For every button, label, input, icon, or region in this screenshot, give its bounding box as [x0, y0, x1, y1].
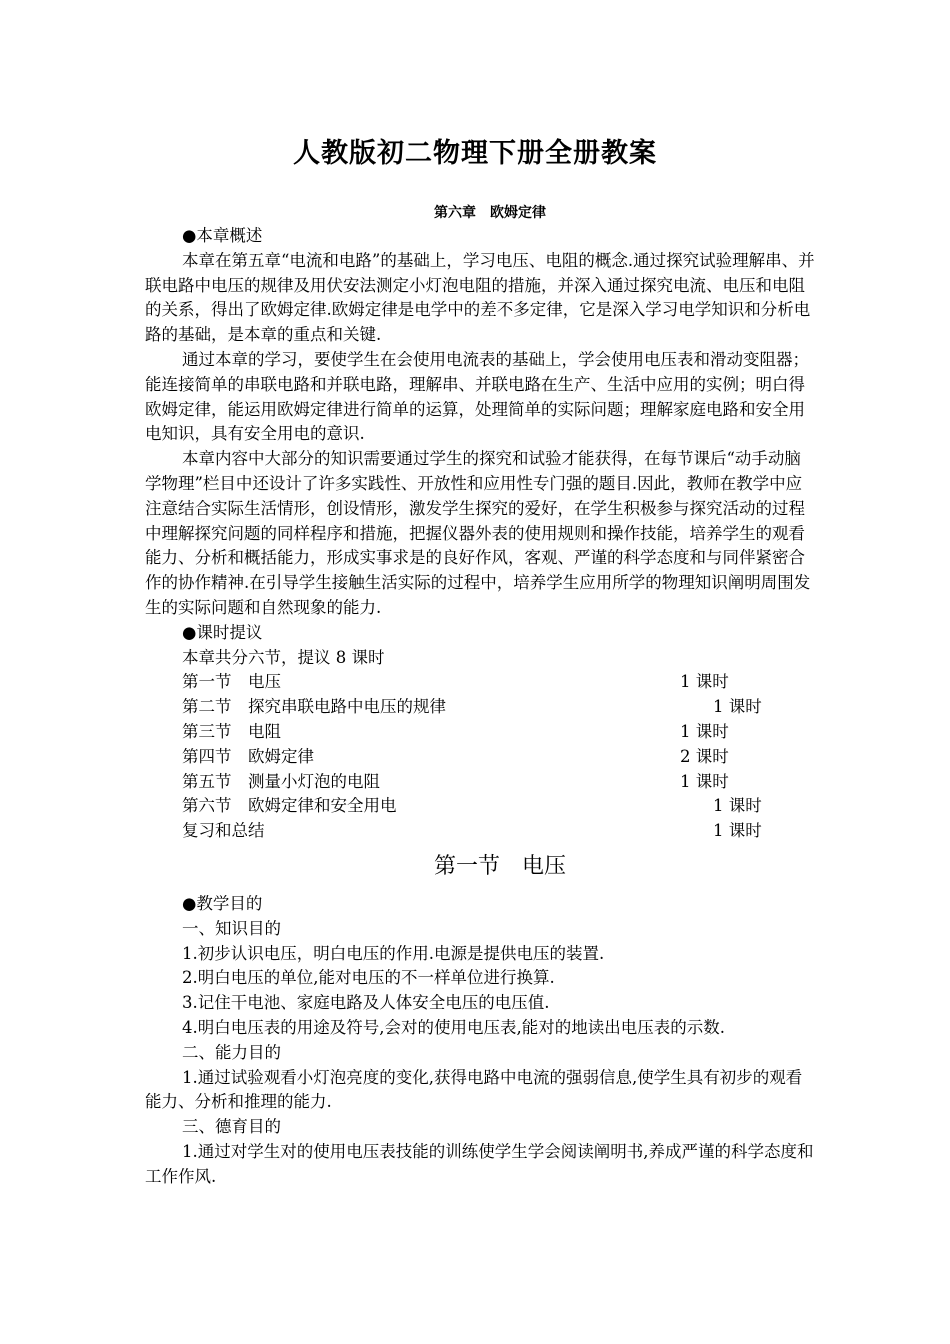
overview-paragraph-1: 本章在第五章“电流和电路”的基础上，学习电压、电阻的概念.通过探究试验理解串、并联电路中电压的规律及用伏安法测定小灯泡电阻的措施，并深入通过探究电流、电压和电阻的关系，得出了欧姆定律.欧姆定律是电学中的差不多定律，它是深入学习电学知识和分析电路的基础，是本章的重点和关键.	[145, 250, 815, 345]
schedule-item-name: 第三节 电阻	[182, 721, 281, 741]
schedule-item-name: 复习和总结	[182, 821, 265, 841]
schedule-row	[145, 770, 815, 795]
document-body	[145, 224, 815, 1189]
schedule-item-name: 第四节 欧姆定律	[182, 746, 314, 766]
knowledge-item-2: 2.明白电压的单位,能对电压的不一样单位进行换算.	[182, 968, 555, 988]
knowledge-item-4: 4.明白电压表的用途及符号,会对的使用电压表,能对的地读出电压表的示数.	[182, 1017, 725, 1037]
hours-intro: 本章共分六节，提议 8 课时	[182, 647, 385, 667]
document-title: 人教版初二物理下册全册教案	[293, 138, 657, 169]
ability-heading: 二、能力目的	[182, 1042, 281, 1062]
hours-heading: ●课时提议	[182, 622, 263, 642]
schedule-item-name: 第五节 测量小灯泡的电阻	[182, 771, 380, 791]
knowledge-item-3: 3.记住干电池、家庭电路及人体安全电压的电压值.	[182, 993, 550, 1013]
chapter-heading: 第六章 欧姆定律	[434, 205, 546, 221]
schedule-item-name: 第二节 探究串联电路中电压的规律	[182, 697, 446, 717]
overview-paragraph-3: 本章内容中大部分的知识需要通过学生的探究和试验才能获得，在每节课后“动手动脑学物理”栏目中还设计了许多实践性、开放性和应用性专门强的题目.因此，教师在教学中应注意结合实际生活情形，创设情形，激发学生探究的爱好，在学生积极参与探究活动的过程中理解探究问题的同样程序和措施，把握仪器外表的使用规则和操作技能，培养学生的观看能力、分析和概括能力，形成实事求是的良好作风，客观、严谨的科学态度和与同伴紧密合作的协作精神.在引导学生接触生活实际的过程中，培养学生应用所学的物理知识阐明周围发生的实际问题和自然现象的能力.	[145, 449, 811, 617]
schedule-item-hours: 1 课时	[680, 771, 729, 791]
schedule-row	[145, 745, 815, 770]
schedule-row	[145, 819, 815, 844]
schedule-row	[145, 670, 815, 695]
schedule-item-hours: 1 课时	[713, 697, 762, 717]
knowledge-heading: 一、知识目的	[182, 918, 281, 938]
section-title: 第一节 电压	[433, 853, 566, 879]
goals-heading: ●教学目的	[182, 893, 263, 913]
overview-heading: ●本章概述	[182, 226, 263, 245]
schedule-row	[145, 695, 815, 720]
knowledge-item-1: 1.初步认识电压，明白电压的作用.电源是提供电压的装置.	[182, 943, 605, 963]
overview-paragraph-2: 通过本章的学习，要使学生在会使用电流表的基础上，学会使用电压表和滑动变阻器；能连接简单的串联电路和并联电路，理解串、并联电路在生产、生活中应用的实例；明白得欧姆定律，能运用欧姆定律进行简单的运算，处理简单的实际问题；理解家庭电路和安全用电知识，具有安全用电的意识.	[145, 349, 809, 444]
schedule-item-hours: 1 课时	[680, 672, 729, 692]
schedule-item-hours: 1 课时	[680, 721, 729, 741]
ability-item-1: 1.通过试验观看小灯泡亮度的变化,获得电路中电流的强弱信息,使学生具有初步的观看能力、分析和推理的能力.	[145, 1067, 803, 1112]
moral-heading: 三、德育目的	[182, 1117, 281, 1137]
schedule-row	[145, 720, 815, 745]
schedule-item-hours: 1 课时	[713, 796, 762, 816]
schedule-row	[145, 794, 815, 819]
schedule-item-name: 第一节 电压	[182, 672, 281, 692]
schedule-item-hours: 2 课时	[680, 746, 729, 766]
schedule-item-hours: 1 课时	[713, 821, 762, 841]
schedule-item-name: 第六节 欧姆定律和安全用电	[182, 796, 397, 816]
moral-item-1: 1.通过对学生对的使用电压表技能的训练使学生学会阅读阐明书,养成严谨的科学态度和工作作风.	[145, 1141, 814, 1186]
